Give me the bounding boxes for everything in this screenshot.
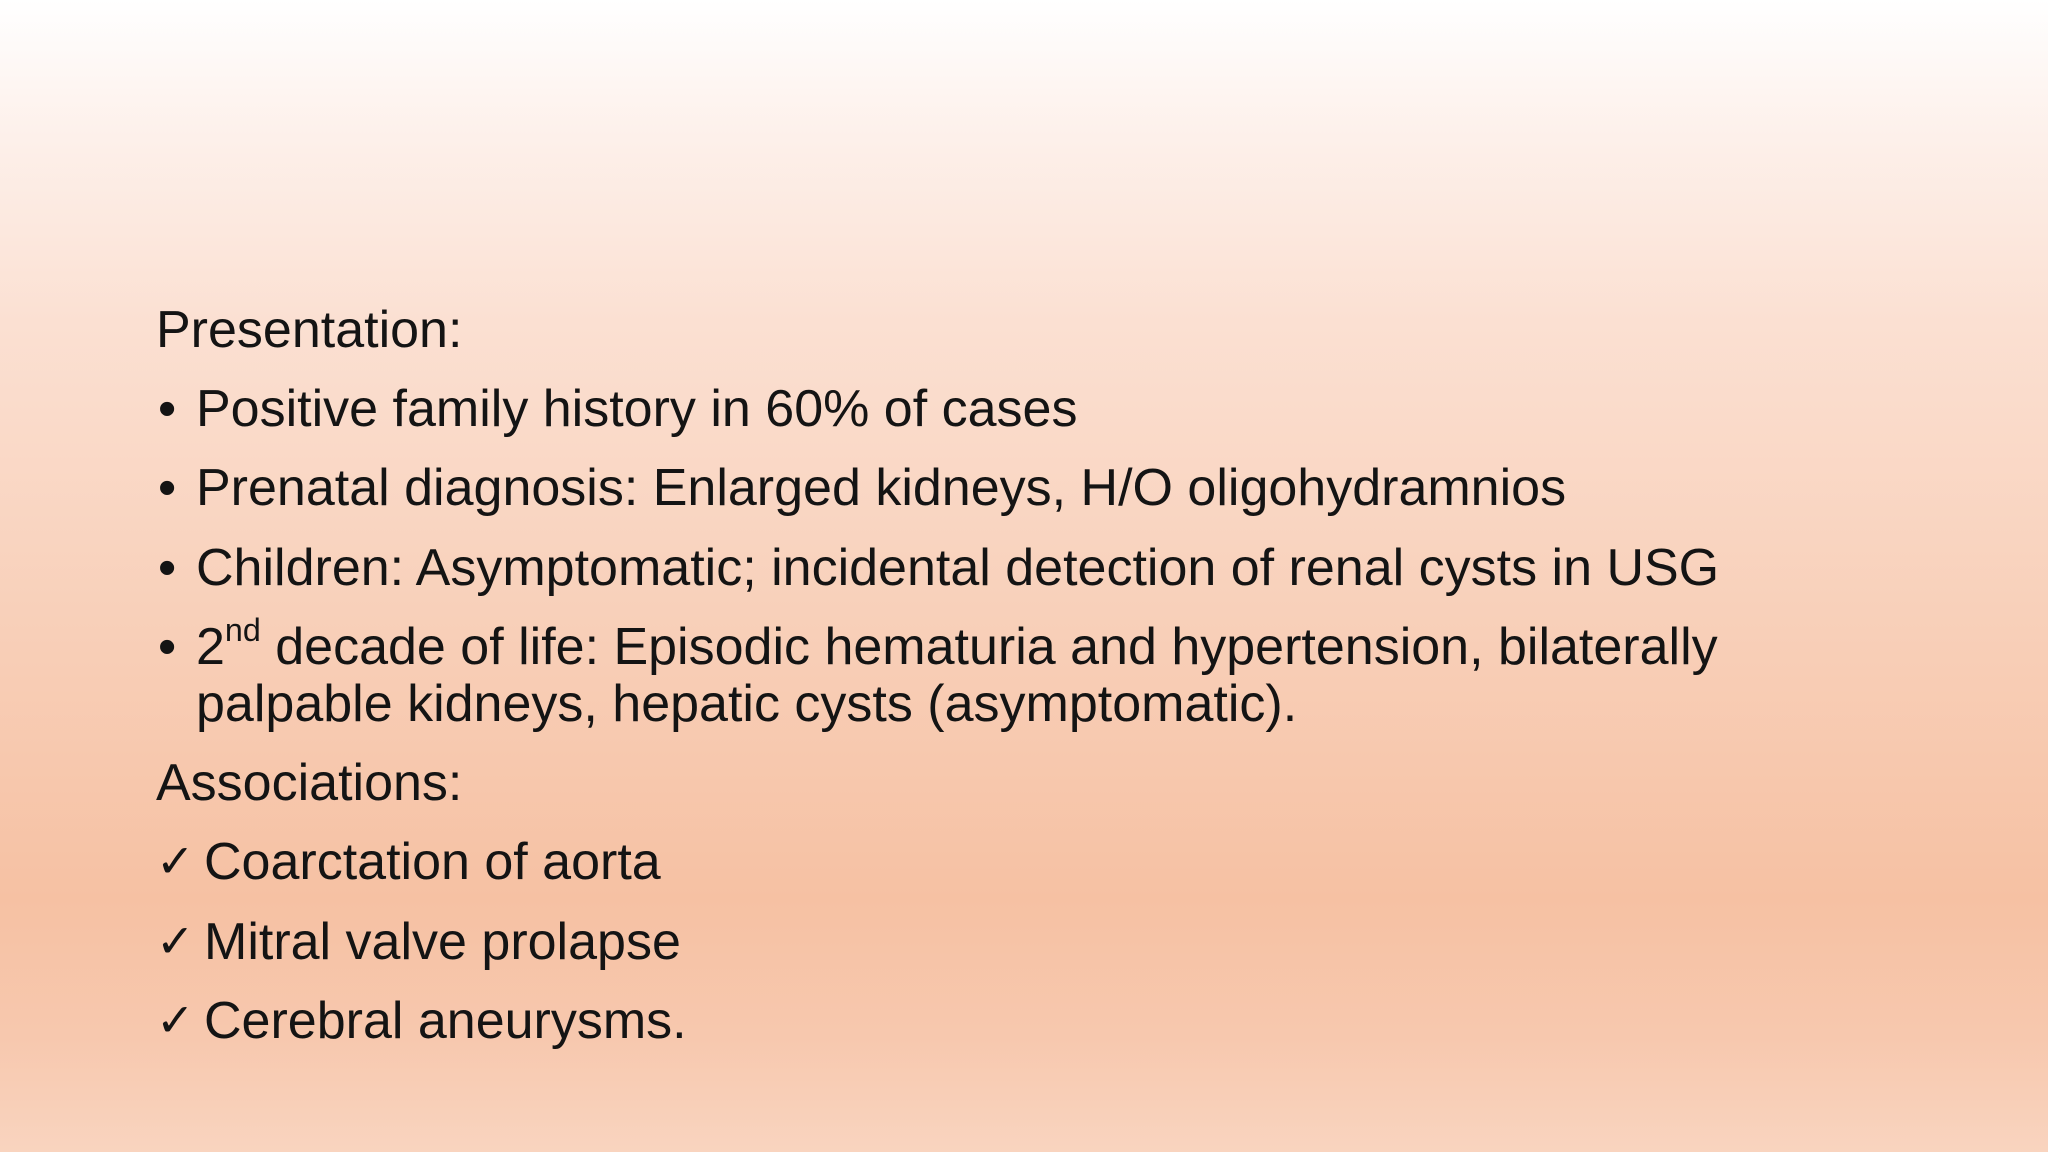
checkmark-icon: ✓: [156, 834, 195, 889]
presentation-item-3: [156, 540, 1996, 597]
association-item-text: Cerebral aneurysms.: [204, 991, 687, 1050]
association-item-text: Mitral valve prolapse: [204, 912, 681, 971]
presentation-item-text: Positive family history in 60% of cases: [196, 380, 1078, 439]
association-item-3: [156, 993, 1996, 1050]
bullet-dot-icon: •: [158, 380, 177, 439]
ordinal-item-text: decade of life: Episodic hematuria and hypertension, bilaterally palpable kidneys, hepatic cysts (asymptomatic).: [196, 617, 1718, 733]
checkmark-icon: ✓: [156, 913, 195, 968]
presentation-heading: Presentation:: [156, 301, 463, 359]
bullet-dot-icon: •: [158, 617, 177, 676]
bullet-dot-icon: •: [158, 538, 177, 597]
presentation-item-text: [196, 611, 1916, 733]
ordinal-number: 2: [196, 617, 225, 676]
association-item-1: [156, 834, 1996, 891]
ordinal-suffix: nd: [224, 611, 261, 648]
checkmark-icon: ✓: [156, 992, 195, 1047]
presentation-item-1: [156, 381, 1996, 438]
presentation-item-text: Children: Asymptomatic; incidental detection of renal cysts in USG: [196, 538, 1720, 597]
associations-heading: Associations:: [156, 754, 463, 813]
slide-content: [156, 302, 1996, 1072]
association-item-text: Coarctation of aorta: [204, 833, 661, 892]
presentation-item-2: [156, 460, 1996, 517]
association-item-2: [156, 914, 1996, 971]
bullet-dot-icon: •: [158, 459, 177, 518]
presentation-item-text: Prenatal diagnosis: Enlarged kidneys, H/O oligohydramnios: [196, 459, 1567, 518]
presentation-item-4: [156, 611, 1996, 733]
